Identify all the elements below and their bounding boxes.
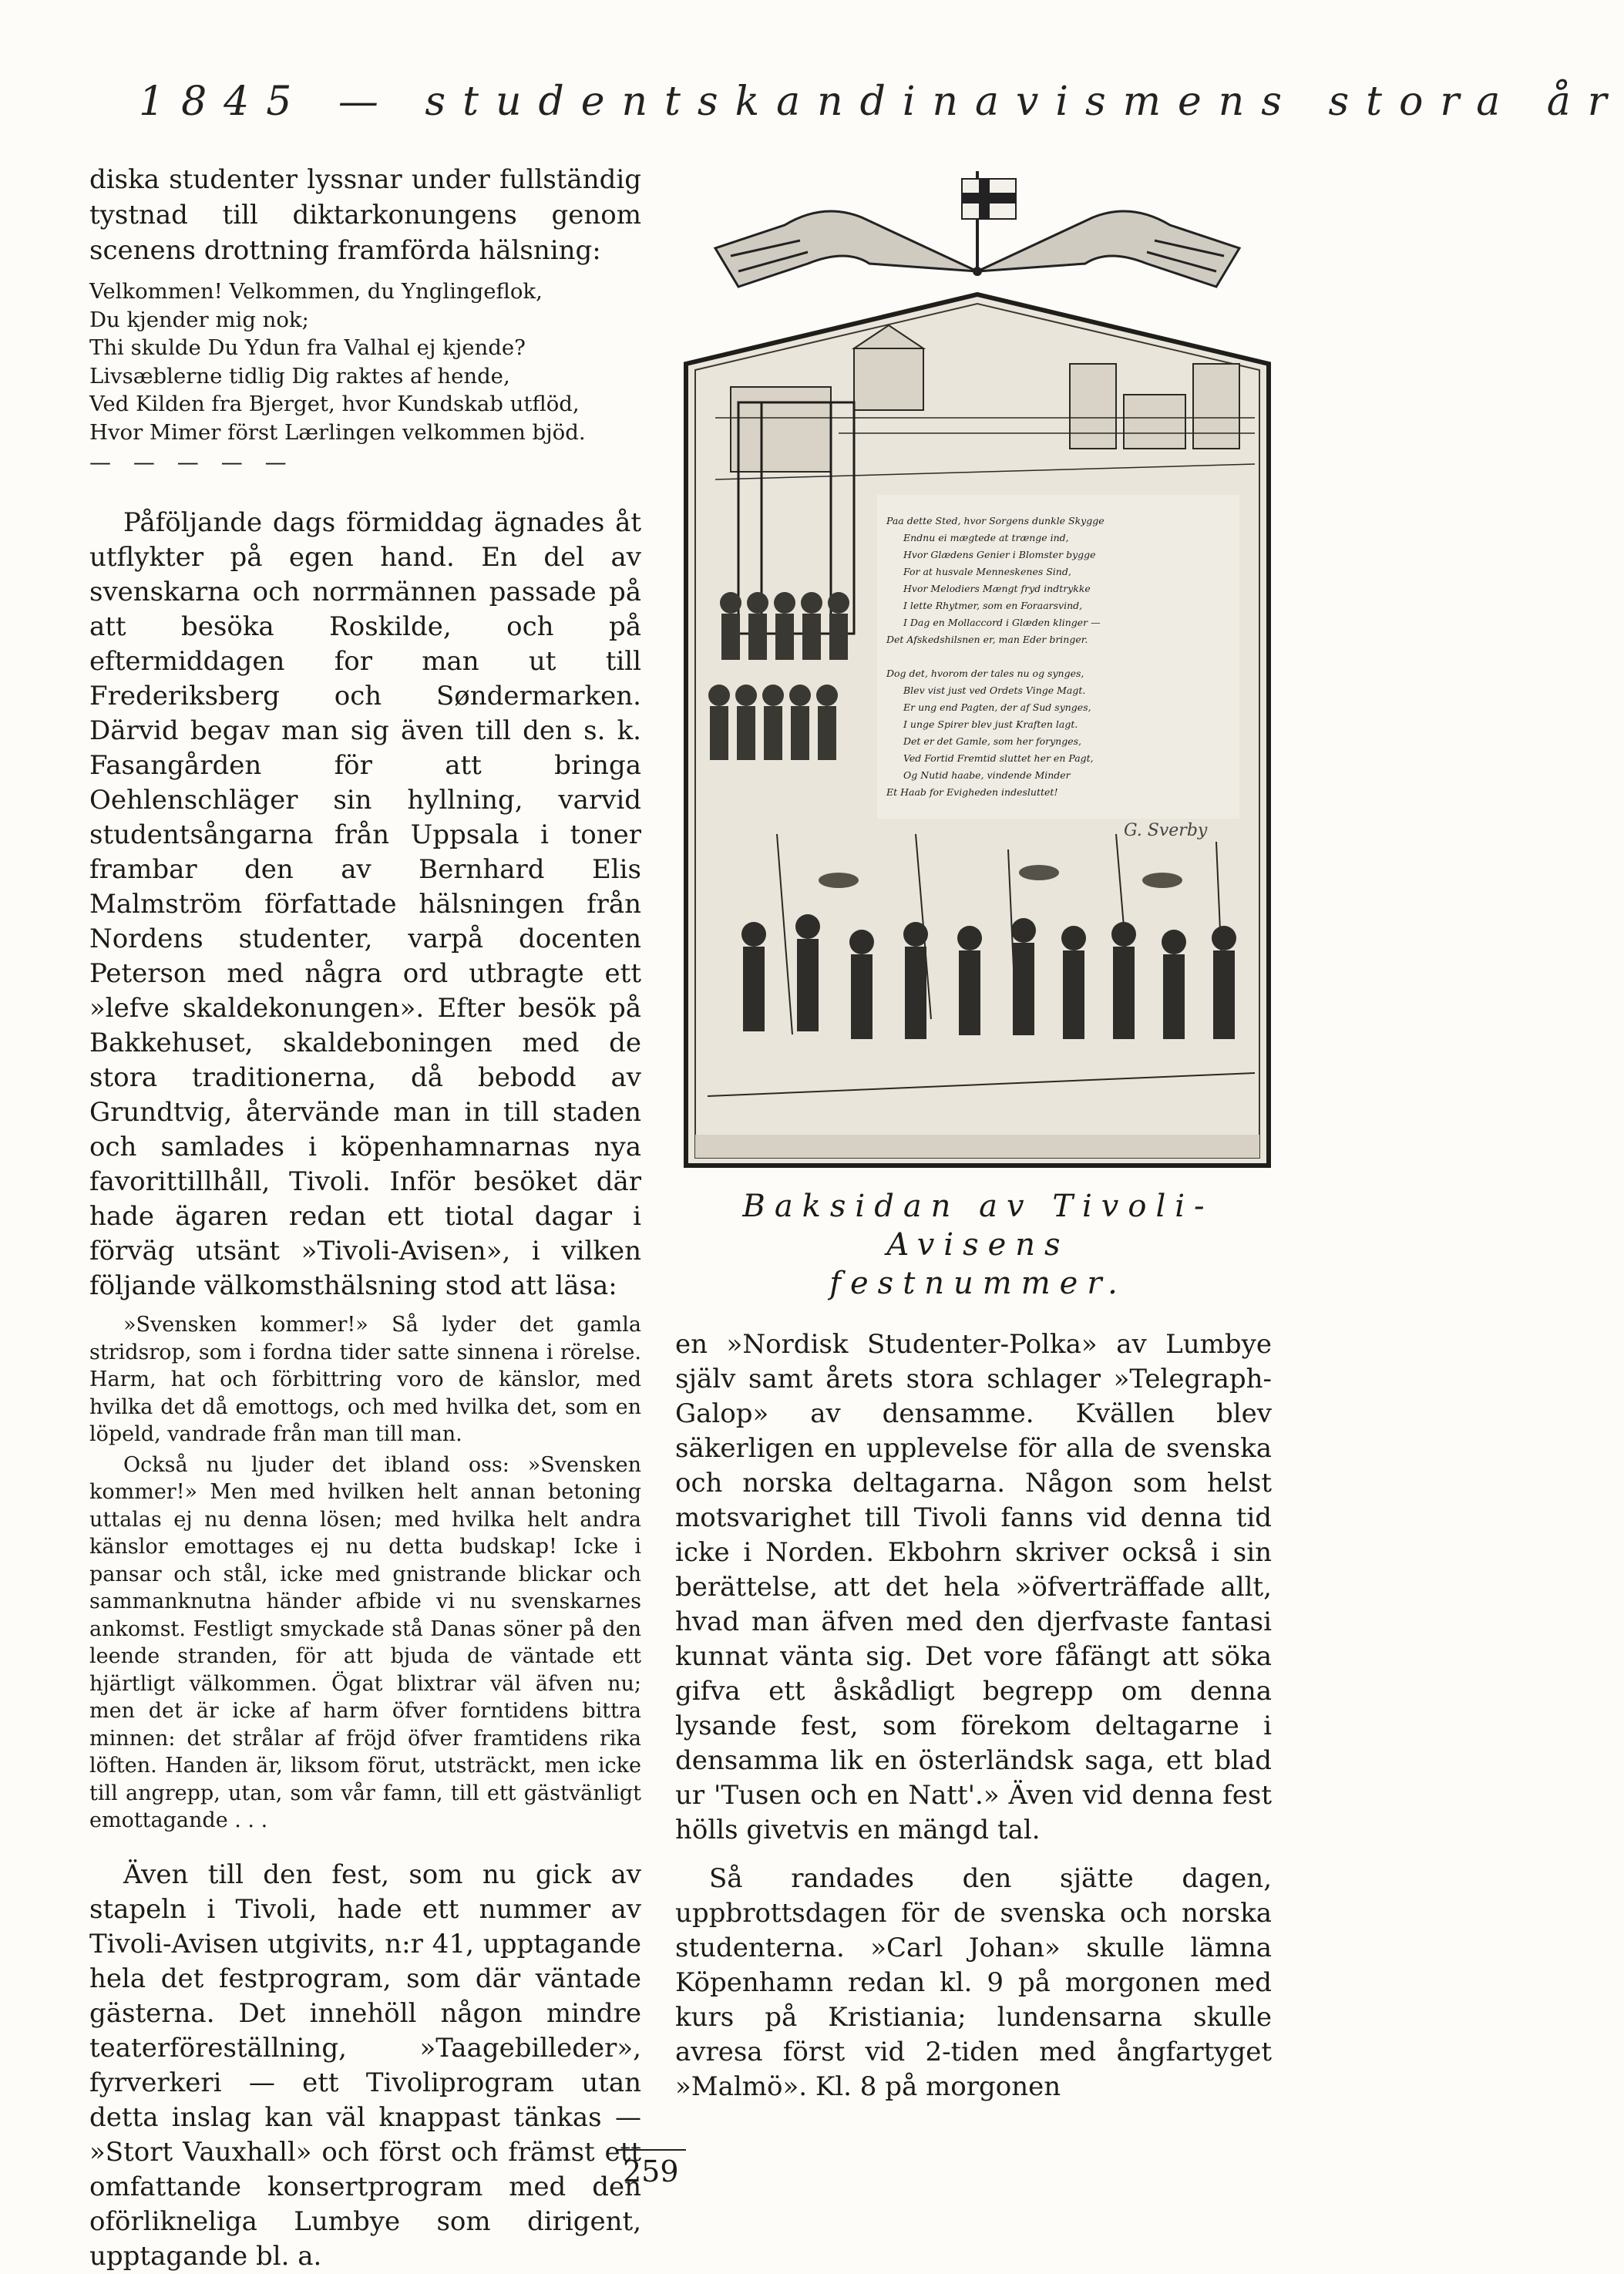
- final-paragraph: Så randades den sjätte dagen, uppbrottsdagen för de svenska och norska studenterna. »Carl Johan» skulle lämna Köpenhamn redan kl. 9 på morgonen med kurs på Kristiania; lundensarna skulle avresa först vid 2-tiden med ångfartyget »Malmö». Kl. 8 på morgonen: [675, 1863, 1272, 2102]
- engraving-poem-line: Dog det, hvorom der tales nu og synges,: [886, 668, 1084, 679]
- right-column: [675, 1327, 1272, 2104]
- caption-line: Baksidan av Tivoli-Avisens: [742, 1189, 1214, 1263]
- poem-line: Thi skulde Du Ydun fra Valhal ej kjende?: [89, 335, 526, 360]
- quote-paragraph: »Svensken kommer!» Så lyder det gamla stridsrop, som i fordna tider satte sinnena i rörelse. Harm, hat och förbittring voro de känslor, med hvilka det då emottogs, och med hvilka det, som en löpeld, vandrade från man till man.: [89, 1313, 641, 1446]
- page-number-rule: [617, 2149, 686, 2151]
- engraving-poem-line: Et Haab for Evigheden indesluttet!: [886, 786, 1058, 798]
- continuation-paragraph: en »Nordisk Studenter-Polka» av Lumbye själv samt årets stora schlager »Telegraph-Galop» av densamme. Kvällen blev säkerligen en upplevelse för alla de svenska och norska deltagarna. Någon som helst motsvarighet till Tivoli fanns vid denna tid icke i Norden. Ekbohrn skriver också i sin berättelse, att det hela »öfverträffade allt, hvad man äfven med den djerfvaste fantasi kunnat vänta sig. Det vore fåfängt att söka gifva ett åskådligt begrepp om denna lysande fest, som förekom deltagarne i densamma lik en österländsk saga, ett blad ur 'Tusen och en Natt'.» Även vid denna fest hölls givetvis en mängd tal.: [675, 1329, 1272, 1845]
- poem-block: [89, 278, 641, 446]
- poem-line: Ved Kilden fra Bjerget, hvor Kundskab utflöd,: [89, 392, 580, 416]
- illustration: [684, 171, 1272, 1301]
- engraving-poem-line: Endnu ei mægtede at trænge ind,: [903, 532, 1069, 543]
- intro-paragraph: diska studenter lyssnar under fullständig tystnad till diktarkonungens genom scenens drottning framförda hälsning:: [89, 164, 641, 266]
- quote-paragraph: Också nu ljuder det ibland oss: »Svensken kommer!» Men med hvilken helt annan betoning uttalas ej nu denna lösen; med hvilka helt andra känslor emottages ej nu detta budskap! Icke i pansar och stål, icke med gnistrande blickar och sammanknutna händer afbide vi nu svenskarnes ankomst. Festligt smyckade stå Danas söner på den leende stranden, för att bjuda de väntade ett hjärtligt välkommen. Ögat blixtrar väl äfven nu; men det är icke af harm öfver forntidens bittra minnen: det strålar af fröjd öfver framtidens rika löften. Handen är, liksom förut, utsträckt, men icke till angrepp, utan, som vår famn, till ett gästvänligt emottagande . . .: [89, 1452, 641, 1832]
- signature: G. Sverby: [1124, 821, 1208, 840]
- figure-caption: [684, 1187, 1272, 1303]
- engraving-poem-line: I Dag en Mollaccord i Glæden klinger —: [903, 617, 1101, 628]
- poem-line: Livsæblerne tidlig Dig raktes af hende,: [89, 363, 510, 389]
- poem-line: Du kjender mig nok;: [89, 307, 309, 332]
- engraving-poem-line: Hvor Glædens Genier i Blomster bygge: [903, 549, 1096, 560]
- left-column: [89, 162, 641, 2274]
- page-number: 259: [623, 2155, 679, 2188]
- engraving-poem-line: I unge Spirer blev just Kraften lagt.: [903, 718, 1078, 730]
- engraving-poem-line: Blev vist just ved Ordets Vinge Magt.: [903, 685, 1086, 696]
- separator: — — — — —: [89, 449, 294, 475]
- engraving-poem-line: Det Afskedshilsnen er, man Eder bringer.: [886, 634, 1088, 645]
- closing-paragraph: Även till den fest, som nu gick av stapeln i Tivoli, hade ett nummer av Tivoli-Avisen utgivits, n:r 41, upptagande hela det festprogram, som där väntade gästerna. Det innehöll någon mindre teaterföreställning, »Taagebilleder», fyrverkeri — ett Tivoliprogram utan detta inslag kan väl knappast tänkas — »Stort Vauxhall» och först och främst ett omfattande konsertprogram med den oförlikneliga Lumbye som dirigent, upptagande bl. a.: [89, 1859, 641, 2272]
- poem-line: Velkommen! Velkommen, du Ynglingeflok,: [89, 279, 543, 304]
- engraving-poem-line: Og Nutid haabe, vindende Minder: [903, 769, 1071, 781]
- engraving-poem-line: Er ung end Pagten, der af Sud synges,: [903, 701, 1091, 713]
- engraving-poem-line: I lette Rhytmer, som en Foraarsvind,: [903, 600, 1083, 611]
- flag-banner-icon: [715, 171, 1239, 287]
- caption-line: festnummer.: [829, 1266, 1127, 1301]
- engraving-poem-line: Paa dette Sted, hvor Sorgens dunkle Skygge: [886, 515, 1105, 526]
- engraving-poem-line: Ved Fortid Fremtid sluttet her en Pagt,: [903, 752, 1094, 764]
- poem-line: Hvor Mimer först Lærlingen velkommen bjöd.: [89, 419, 586, 445]
- running-header: 1845 — studentskandinavismens stora år: [139, 79, 1624, 125]
- engraving-poem-line: For at husvale Menneskenes Sind,: [903, 566, 1071, 577]
- tivoli-avisen-engraving: [684, 171, 1272, 1166]
- main-paragraph: Påföljande dags förmiddag ägnades åt utflykter på egen hand. En del av svenskarna och norrmännen passade på att besöka Roskilde, och på eftermiddagen for man ut till Frederiksberg och Søndermarken. Därvid begav man sig även till den s. k. Fasangården för att bringa Oehlenschläger sin hyllning, varvid studentsångarna från Uppsala i toner frambar den av Bernhard Elis Malmström författade hälsningen från Nordens studenter, varpå docenten Peterson med några ord utbragte ett »lefve skaldekonungen». Efter besök på Bakkehuset, skaldeboningen med de stora traditionerna, då bebodd av Grundtvig, återvände man in till staden och samlades i köpenhamnarnas nya favorittillhåll, Tivoli. Inför besöket där hade ägaren redan ett tiotal dagar i förväg utsänt »Tivoli-Avisen», i vilken följande välkomsthälsning stod att läsa:: [89, 507, 641, 1301]
- engraving-poem-line: Hvor Melodiers Mængt fryd indtrykke: [903, 583, 1091, 594]
- engraving-poem-line: Det er det Gamle, som her forynges,: [903, 735, 1081, 747]
